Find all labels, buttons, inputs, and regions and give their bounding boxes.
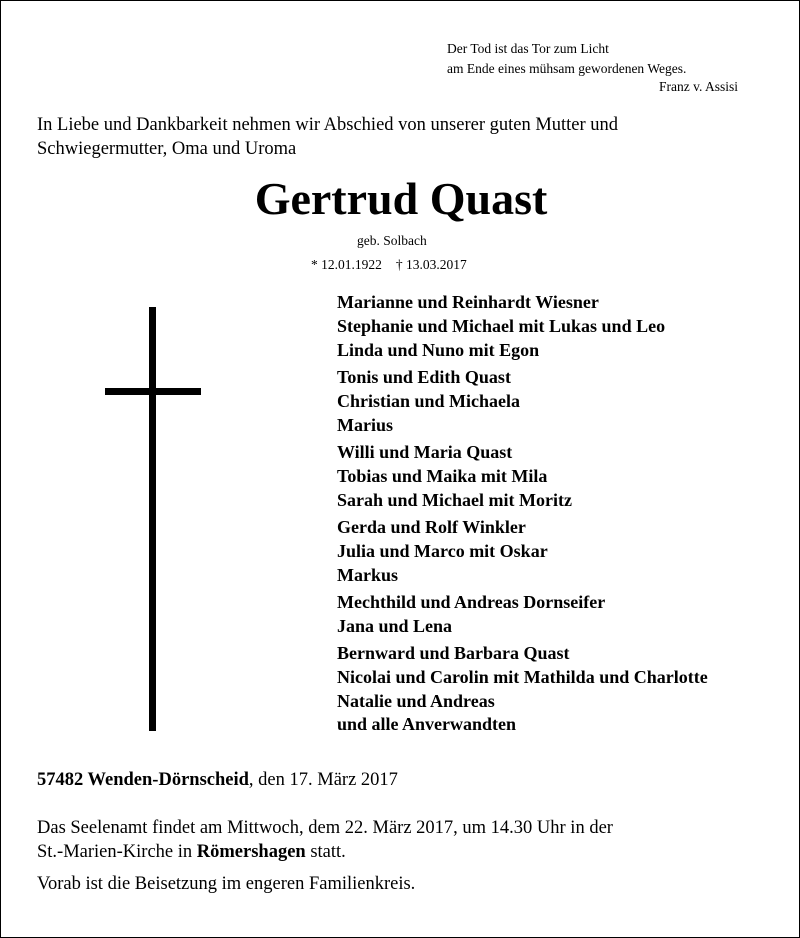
quote-line: am Ende eines mühsam gewordenen Weges. (447, 61, 687, 76)
mourner-group (337, 440, 708, 512)
mourner-line: Marius (337, 415, 393, 435)
mourner-line: Tobias und Maika mit Mila (337, 466, 548, 486)
mourner-group (337, 590, 708, 638)
mourner-line: Willi und Maria Quast (337, 442, 513, 462)
burial-note: Vorab ist die Beisetzung im engeren Familienkreis. (37, 874, 416, 894)
mourner-line: Christian und Michaela (337, 391, 521, 411)
place-date (37, 770, 398, 791)
mourners-list (337, 290, 708, 716)
epigraph-quote (447, 39, 686, 79)
service-suffix: statt. (305, 842, 346, 862)
mourner-line: Bernward und Barbara Quast (337, 643, 570, 663)
mourner-group (337, 290, 708, 362)
mourner-line: Natalie und Andreas (337, 691, 495, 711)
mourner-line: Marianne und Reinhardt Wiesner (337, 292, 599, 312)
cross-icon (149, 307, 156, 731)
mourner-line: Jana und Lena (337, 616, 453, 636)
mourner-line: Gerda und Rolf Winkler (337, 517, 526, 537)
church-town: Römershagen (196, 842, 306, 862)
intro-line: In Liebe und Dankbarkeit nehmen wir Abschied von unserer guten Mutter und (37, 115, 619, 135)
service-line (37, 840, 777, 864)
mourner-group (337, 515, 708, 587)
death-date: † 13.03.2017 (395, 257, 467, 272)
life-dates (311, 257, 467, 273)
intro-line: Schwiegermutter, Oma und Uroma (37, 139, 297, 159)
cross-icon-bar (105, 388, 201, 395)
service-info (37, 816, 777, 864)
mourner-line: Stephanie und Michael mit Lukas und Leo (337, 316, 666, 336)
mourner-group (337, 365, 708, 437)
mourner-line: Tonis und Edith Quast (337, 367, 511, 387)
church-name: St.-Marien-Kirche in (37, 842, 197, 862)
birth-date: * 12.01.1922 (311, 257, 382, 272)
mourner-line: Julia und Marco mit Oskar (337, 541, 548, 561)
quote-line: Der Tod ist das Tor zum Licht (447, 41, 609, 56)
service-line: Das Seelenamt findet am Mittwoch, dem 22. März 2017, um 14.30 Uhr in der (37, 818, 613, 838)
mourner-line: Nicolai und Carolin mit Mathilda und Charlotte (337, 667, 708, 687)
notice-date: , den 17. März 2017 (248, 770, 398, 790)
maiden-name: geb. Solbach (357, 233, 427, 248)
intro-text (37, 113, 777, 161)
mourner-line: Markus (337, 565, 399, 585)
mourner-line: Mechthild und Andreas Dornseifer (337, 592, 606, 612)
deceased-name: Gertrud Quast (254, 173, 548, 224)
mourner-line: Linda und Nuno mit Egon (337, 340, 540, 360)
mourner-line: Sarah und Michael mit Moritz (337, 490, 572, 510)
place-town: 57482 Wenden-Dörnscheid (37, 770, 249, 790)
quote-author: Franz v. Assisi (659, 79, 739, 94)
closing-line: und alle Anverwandten (337, 714, 517, 734)
mourner-group (337, 641, 708, 713)
